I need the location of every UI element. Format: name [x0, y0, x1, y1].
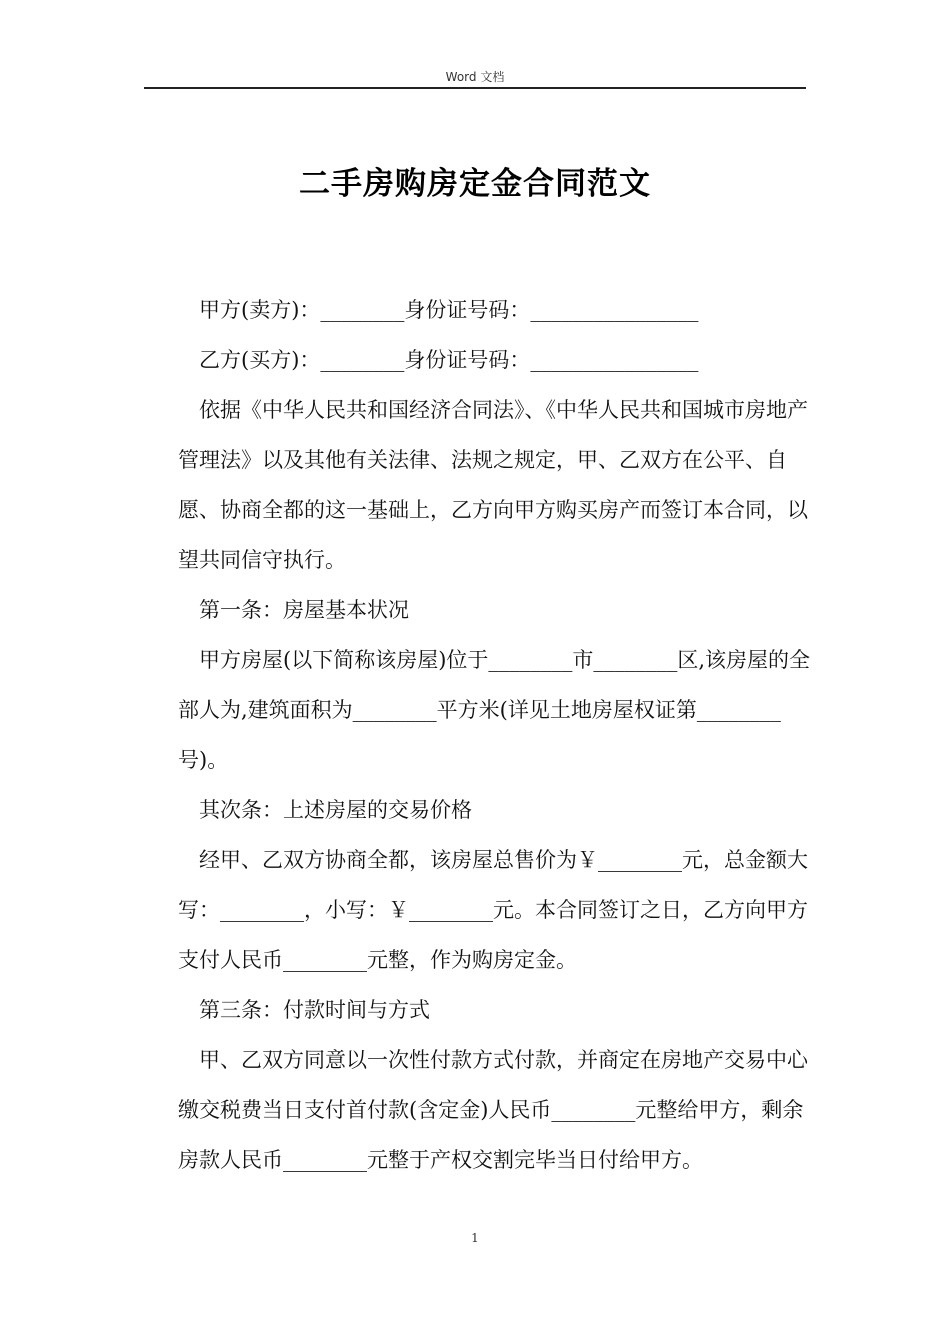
article-3-heading: 第三条：付款时间与方式: [199, 998, 430, 1022]
header-divider: [144, 87, 806, 89]
article-3-text: 甲、乙双方同意以一次性付款方式付款，并商定在房地产交易中心缴交税费当日支付首付款(含定金)人民币________元整给甲方，剩余房款人民币________元整于产权交割完毕当日付给甲方。: [178, 1048, 808, 1172]
page-header-label: Word 文档: [445, 70, 505, 84]
document-body: [178, 285, 818, 1185]
page-number: 1: [471, 1231, 479, 1245]
document-title: 二手房购房定金合同范文: [299, 166, 651, 202]
paragraph-party-a: 甲方(卖方)：________身份证号码：________________: [199, 298, 699, 322]
paragraph-preamble: 依据《中华人民共和国经济合同法》、《中华人民共和国城市房地产管理法》以及其他有关法律、法规之规定，甲、乙双方在公平、自愿、协商全都的这一基础上，乙方向甲方购买房产而签订本合同，以望共同信守执行。: [178, 398, 808, 572]
article-1-text: 甲方房屋(以下简称该房屋)位于________市________区,该房屋的全部人为,建筑面积为________平方米(详见土地房屋权证第________号)。: [178, 648, 811, 772]
article-1-heading: 第一条：房屋基本状况: [199, 598, 409, 622]
article-2-text: 经甲、乙双方协商全都，该房屋总售价为￥________元，总金额大写：________，小写：￥________元。本合同签订之日，乙方向甲方支付人民币________元整，作为购房定金。: [178, 848, 808, 972]
article-2-heading: 其次条：上述房屋的交易价格: [199, 798, 472, 822]
paragraph-party-b: 乙方(买方)：________身份证号码：________________: [199, 348, 699, 372]
